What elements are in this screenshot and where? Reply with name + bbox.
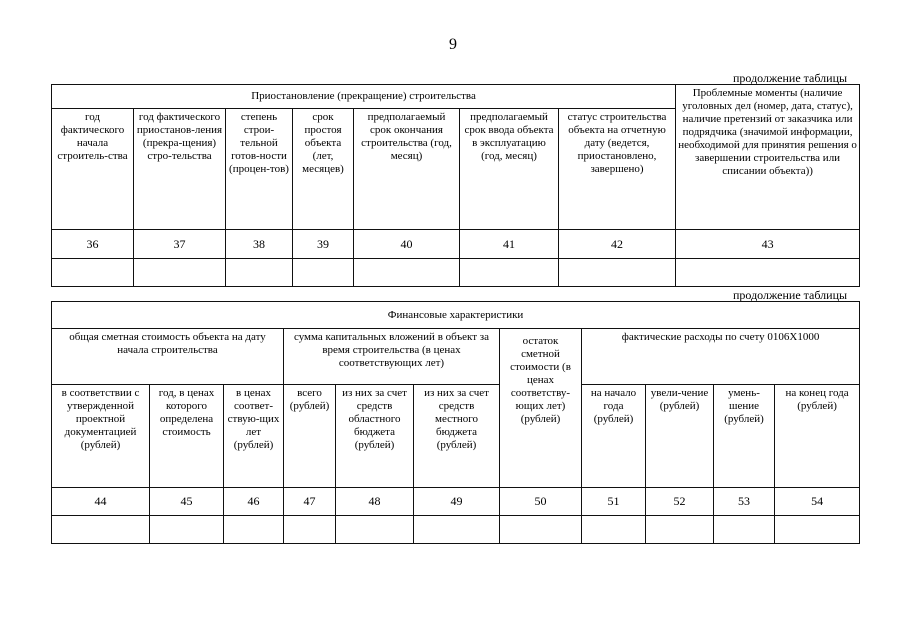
col-number-42: 42: [559, 230, 676, 259]
col-header-38: степень строи-тельной готов-ности (процен-тов): [226, 109, 293, 230]
continuation-label-2: продолжение таблицы: [733, 288, 848, 302]
col-header-40: предполагаемый срок окончания строительства (год, месяц): [354, 109, 460, 230]
col-header-52: увели-чение (рублей): [646, 385, 714, 488]
empty-cell: [775, 516, 860, 544]
col-number-47: 47: [284, 488, 336, 516]
col-header-42: статус строительства объекта на отчетную дату (ведется, приостановлено, завершено): [559, 109, 676, 230]
col-header-47: всего (рублей): [284, 385, 336, 488]
col-number-38: 38: [226, 230, 293, 259]
empty-cell: [714, 516, 775, 544]
col-header-37: год фактического приостанов-ления (прекра-щения) стро-тельства: [134, 109, 226, 230]
empty-cell: [284, 516, 336, 544]
col-number-54: 54: [775, 488, 860, 516]
empty-cell: [52, 516, 150, 544]
col-number-48: 48: [336, 488, 414, 516]
col-header-50: остаток сметной стоимости (в ценах соответству-ющих лет) (рублей): [500, 329, 582, 488]
col-number-43: 43: [676, 230, 860, 259]
empty-cell: [582, 516, 646, 544]
col-header-53: умень-шение (рублей): [714, 385, 775, 488]
empty-cell: [293, 259, 354, 287]
empty-cell: [646, 516, 714, 544]
empty-cell: [134, 259, 226, 287]
col-number-45: 45: [150, 488, 224, 516]
empty-cell: [414, 516, 500, 544]
financial-title: Финансовые характеристики: [52, 302, 860, 329]
col-number-41: 41: [460, 230, 559, 259]
col-header-48: из них за счет средств областного бюджета (рублей): [336, 385, 414, 488]
empty-cell: [354, 259, 460, 287]
suspension-table: [51, 84, 860, 287]
col-header-51: на начало года (рублей): [582, 385, 646, 488]
col-number-52: 52: [646, 488, 714, 516]
group-header-suspension: Приостановление (прекращение) строительства: [52, 85, 676, 109]
col-number-39: 39: [293, 230, 354, 259]
group-header-estimate: общая сметная стоимость объекта на дату начала строительства: [52, 329, 284, 385]
financial-table: [51, 301, 860, 544]
empty-cell: [460, 259, 559, 287]
empty-cell: [226, 259, 293, 287]
col-header-39: срок простоя объекта (лет, месяцев): [293, 109, 354, 230]
col-number-49: 49: [414, 488, 500, 516]
col-number-46: 46: [224, 488, 284, 516]
col-header-45: год, в ценах которого определена стоимость: [150, 385, 224, 488]
page-number: 9: [449, 36, 457, 53]
col-number-37: 37: [134, 230, 226, 259]
col-header-36: год фактического начала строитель-ства: [52, 109, 134, 230]
empty-cell: [52, 259, 134, 287]
col-number-36: 36: [52, 230, 134, 259]
group-header-expenses: фактические расходы по счету 0106Х1000: [582, 329, 860, 385]
col-header-44: в соответствии с утвержденной проектной документацией (рублей): [52, 385, 150, 488]
group-header-investments: сумма капитальных вложений в объект за время строительства (в ценах соответствующих лет): [284, 329, 500, 385]
empty-cell: [559, 259, 676, 287]
col-header-41: предполагаемый срок ввода объекта в эксплуатацию (год, месяц): [460, 109, 559, 230]
col-number-40: 40: [354, 230, 460, 259]
empty-cell: [224, 516, 284, 544]
col-header-46: в ценах соответ-ствую-щих лет (рублей): [224, 385, 284, 488]
empty-cell: [150, 516, 224, 544]
col-header-54: на конец года (рублей): [775, 385, 860, 488]
col-number-53: 53: [714, 488, 775, 516]
empty-cell: [336, 516, 414, 544]
col-header-49: из них за счет средств местного бюджета (рублей): [414, 385, 500, 488]
col-number-44: 44: [52, 488, 150, 516]
col-number-50: 50: [500, 488, 582, 516]
col-header-problems: Проблемные моменты (наличие уголовных дел (номер, дата, статус), наличие претензий от заказчика или подрядчика (значимой информации, необходимой для принятия решения о завершении строительства или списании объекта)): [676, 85, 860, 230]
continuation-label-1: продолжение таблицы: [733, 71, 848, 85]
empty-cell: [500, 516, 582, 544]
empty-cell: [676, 259, 860, 287]
col-number-51: 51: [582, 488, 646, 516]
